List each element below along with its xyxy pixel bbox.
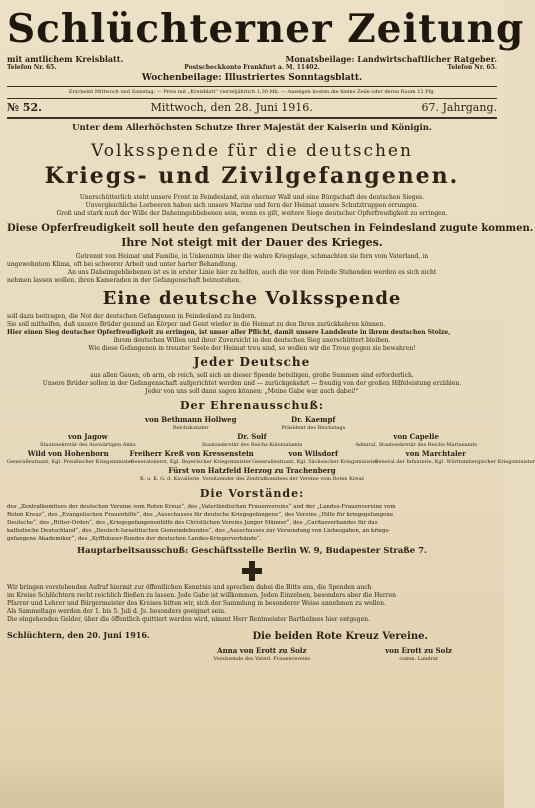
paragraph-line: Jeder von uns soll dann sagen können: „Meine Gabe war auch dabei!“ — [145, 388, 359, 395]
paragraph-line: katholische Deutschland“, des „Deutsch-Israelitischen Gemeindebundes“, des „Ausschusses zur Versendung von Liebesgaben, an kriegs- — [7, 528, 391, 534]
paragraph-1 — [7, 253, 497, 285]
intro-line: Unvergleichliche Lorbeeren haben sich unsere Marine und fern der Heimat unsere Schutztruppen errungen. — [85, 202, 419, 209]
kreisblatt-note: mit amtlichem Kreisblatt. — [7, 54, 124, 64]
paragraph-line: Deutsche“, des „Ritter-Orden“, des „Kriegsgefangenenhilfe des Christlichen Vereins Junger Männer“, des „Caritasverbandes für das — [7, 520, 378, 526]
vorstaende-heading: Die Vorstände: — [199, 487, 305, 500]
paragraph-line: Wie diese Gefangenen in treuster Seele der Heimat treu sind, so wollen wir die Treue gegen sie bewahren! — [88, 345, 416, 352]
intro-line: Groß und stark muß der Wille der Daheimgebliebenen sein, wenn es gilt, weitere Siege deutscher Opferfreudigkeit zu erringen. — [56, 210, 448, 217]
signature-block — [7, 630, 497, 663]
masthead-title: Schlüchterner Zeitung — [7, 6, 525, 52]
committee-member: von Jagow Staatssekretär des Auswärtigen Amts — [39, 432, 136, 448]
paragraph-line: Getrennt von Heimat und Familie, in Unkenntnis über die wahre Kriegslage, schmachten sie fern vom Vaterland, in — [75, 253, 429, 260]
weekly-supplement: Wochenbeilage: Illustriertes Sonntagsblatt. — [141, 73, 363, 83]
committee-row — [7, 432, 497, 449]
committee-member: von Wilsdorf Generalleutnant, Kgl. Sächsischer Kriegsminister — [252, 449, 378, 465]
issue-line — [7, 101, 497, 115]
paragraph-line: soll dazu beitragen, die Not der deutschen Gefangenen in Feindesland zu lindern. — [7, 313, 257, 320]
bold-line: Diese Opferfreudigkeit soll heute den gefangenen Deutschen in Feindesland zugute kommen. — [7, 223, 534, 234]
bold-statement — [7, 222, 534, 250]
telefon-right: Telefon Nr. 65. — [447, 64, 497, 71]
vorstaende-text — [7, 503, 497, 543]
issue-rule — [7, 117, 497, 119]
telefon-left: Telefon Nr. 65. — [7, 64, 57, 71]
place-date: Schlüchtern, den 20. Juni 1916. — [7, 630, 150, 640]
masthead-contact — [7, 64, 497, 72]
paragraph-line: des „Zentralkomitees der deutschen Vereine vom Roten Kreuz“, des „Vaterländischen Frauenvereins“ und der „Landes-Frauenvereine vom — [7, 504, 396, 510]
jeder-deutsche-heading: Jeder Deutsche — [193, 355, 311, 369]
paragraph-2 — [7, 313, 497, 353]
patronage-line: Unter dem Allerhöchsten Schutze Ihrer Majestät der Kaiserin und Königin. — [72, 123, 432, 133]
paragraph-line: Sie soll mithelfen, daß unsere Brüder gesund an Körper und Geist wieder in die Heimat zu den Ihren zurückkehren können. — [7, 321, 386, 328]
committee-row — [7, 415, 497, 432]
closing-text — [7, 584, 497, 624]
committee-member: von Bethmann Hollweg Reichskanzler — [145, 415, 237, 431]
paragraph-line: im Kreise Schlüchtern recht reichlich fließen zu lassen. Jede Gabe ist willkommen. Jeden Einzelnen, besonders aber die Herren — [7, 592, 397, 599]
committee-row — [7, 449, 535, 466]
paragraph-3 — [7, 372, 497, 396]
terms-rule — [7, 98, 497, 99]
postscheck: Postscheckkonto Frankfurt a. M. 11402. — [184, 64, 320, 71]
headline-line-2: Kriegs- und Zivilgefangenen. — [44, 163, 460, 189]
paragraph-line: gefangene Akademiker“, des „Kyffhäuser-Bundes der deutschen Landes-Kriegerverbände“. — [7, 536, 262, 542]
volksspende-heading: Eine deutsche Volksspende — [102, 288, 402, 309]
headline-line-1: Volksspende für die deutschen — [91, 141, 413, 161]
issue-volume: 67. Jahrgang. — [421, 101, 497, 114]
committee-member: Dr. Solf Staatssekretär des Reichs-Kolonialamts — [201, 432, 303, 448]
committee-list — [7, 415, 535, 483]
masthead-subline — [7, 54, 497, 64]
ehrenausschuss-heading: Der Ehrenausschuß: — [180, 399, 324, 412]
committee-member: Fürst von Hatzfeld Herzog zu Trachenberg K. u. K. G. d. Kavallerie, Vorsitzender des Zentralkomitees der Vereine vom Roten Kreuz — [139, 466, 365, 482]
paragraph-line: Als Sammeltage werden der 1. bis 5. Juli d. Js. besonders geeignet sein. — [7, 608, 226, 615]
paragraph-line: Pfarrer und Lehrer und Bürgermeister des Kreises bitten wir, sich der Sammlung in besonderer Weise annehmen zu wollen. — [7, 600, 386, 607]
committee-member: Freiherr Kreß von Kressenstein Generaloberst, Kgl. Bayerischer Kriegsminister — [129, 449, 254, 465]
committee-member: Dr. Kaempf Präsident des Reichstags — [281, 415, 346, 431]
masthead-rule — [7, 86, 497, 87]
committee-member: von Marchtaler General der Infanterie, Kgl. Württembergischer Kriegsminister — [374, 449, 535, 465]
committee-member: Wild von Hohenborn Generalleutnant, Kgl. Preußischer Kriegsminister — [7, 449, 134, 465]
paragraph-line: ihrem deutschen Willen und ihrer Zuversicht in den deutschen Sieg unerschüttert bleiben. — [113, 337, 391, 344]
signatures — [183, 630, 497, 663]
paragraph-line: ungewohntem Klima, oft bei schwerer Arbeit und unter harter Behandlung. — [7, 261, 238, 268]
paragraph-line: Roten Kreuz“, des „Evangelischen Frauenhilfe“, des „Ausschusses für deutsche Kriegsgefangene“, des Vereins „Hilfe für kriegsgefangene — [7, 512, 394, 518]
issue-date: Mittwoch, den 28. Juni 1916. — [150, 101, 313, 114]
hauptarbeitsausschuss: Hauptarbeitsausschuß: Geschäftsstelle Berlin W. 9, Budapester Straße 7. — [77, 546, 427, 556]
paragraph-line: Hier einen Sieg deutscher Opferfreudigkeit zu erringen, ist unser aller Pflicht, damit unsere Landsleute in ihrem deutschen Stolze, — [7, 329, 451, 336]
intro-line: Unerschütterlich steht unsere Front in Feindesland, ein eherner Wall und eine Bürgschaft des deutschen Sieges. — [79, 194, 425, 201]
paragraph-line: Wir bringen vorstehenden Aufruf hiermit zur öffentlichen Kenntnis und sprechen dabei die Bitte aus, die Spenden auch — [7, 584, 372, 591]
signature-heading: Die beiden Rote Kreuz Vereine. — [252, 631, 428, 642]
paragraph-line: An uns Daheimgebliebenen ist es in erster Linie hier zu helfen, auch die vor dem Feinde Stehenden werden es sich nicht — [67, 269, 437, 276]
paragraph-line: Die eingehenden Gelder, über die öffentlich quittiert werden wird, nimmt Herr Rentmeister Barthelmes hier entgegen. — [7, 616, 370, 623]
paragraph-line: nehmen lassen wollen, ihren Kameraden in der Gefangenschaft beizustehen. — [7, 277, 242, 284]
committee-member: von Capelle Admiral, Staatssekretär des Reichs-Marineamts — [355, 432, 477, 448]
red-cross-icon — [242, 561, 262, 581]
signer: Anna von Erott zu Solz Vorsitzende des Vaterl. Frauenvereins — [213, 646, 311, 662]
publication-terms: Erscheint Mittwoch und Samstag. — Preis mit „Kreisblatt“ vierteljährlich 1,30 Mk. — Anzeigen kosten die kleine Zeile oder deren Raum 12 Pfg. — [68, 89, 436, 95]
paper-shadow — [0, 748, 504, 808]
paragraph-line: aus allen Gauen, ob arm, ob reich, soll sich an dieser Spende beteiligen, große Summen sind erforderlich. — [90, 372, 414, 379]
signer: von Erott zu Solz comm. Landrat — [385, 646, 452, 662]
issue-number: № 52. — [7, 101, 42, 114]
monthly-supplement: Monatsbeilage: Landwirtschaftlicher Ratgeber. — [285, 54, 497, 64]
intro-text — [7, 194, 497, 218]
paragraph-line: Unsere Brüder sollen in der Gefangenschaft aufgerichtet werden und — zurückgekehrt — freudig von der großen Hilfeleistung erzählen. — [42, 380, 462, 387]
bold-line: Ihre Not steigt mit der Dauer des Krieges. — [121, 236, 383, 249]
